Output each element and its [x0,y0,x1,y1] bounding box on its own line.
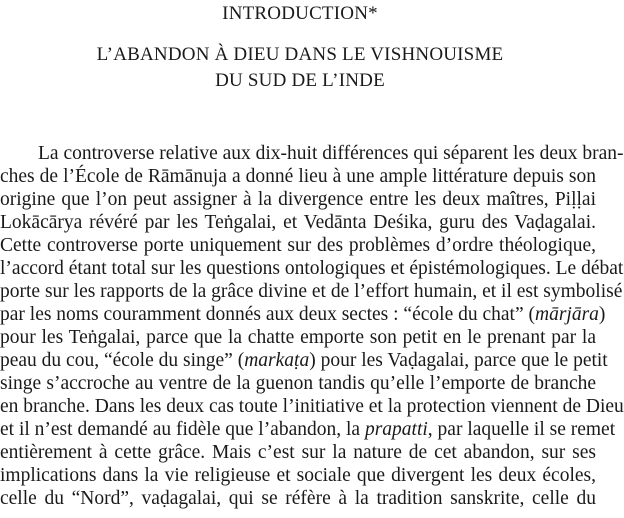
text-line: singe s’accroche au ventre de la guenon tandis qu’elle l’emporte de branche [0,373,596,394]
text-line: origine que l’on peut assigner à la divergence entre les deux maîtres, Piḷḷai [0,189,596,210]
chapter-title-line-1: L’ABANDON À DIEU DANS LE VISHNOUISME [96,44,504,65]
text-line: en branche. Dans les deux cas toute l’initiative et la protection viennent de Dieu [0,396,624,417]
text-line: par les noms couramment donnés aux deux sectes : “école du chat” (mārjāra) [0,304,606,325]
text-line: celle du “Nord”, vaḍagalai, qui se réfère à la tradition sanskrite, celle du [0,488,596,509]
text-line: entièrement à cette grâce. Mais c’est sur la nature de cet abandon, sur ses [0,442,596,463]
text-line: Cette controverse porte uniquement sur des problèmes d’ordre théologique, [0,235,596,256]
chapter-title-line-2: DU SUD DE L’INDE [215,70,385,91]
text-line: La controverse relative aux dix-huit différences qui séparent les deux bran- [38,143,624,164]
text-line: porte sur les rapports de la grâce divine et de l’effort humain, et il est symbolisé [0,281,623,302]
italic-term: prapatti [364,419,428,440]
text-line: et il n’est demandé au fidèle que l’abandon, la prapatti, par laquelle il se remet [0,419,616,440]
italic-term: mārjāra [534,304,599,325]
italic-term: markaṭa [244,350,310,371]
text-line: pour les Teṅgalai, parce que la chatte emporte son petit en le prenant par la [0,327,596,348]
text-line: peau du cou, “école du singe” (markaṭa) pour les Vaḍagalai, parce que le petit [0,350,608,371]
text-line: Lokācārya révéré par les Teṅgalai, et Vedānta Deśika, guru des Vaḍagalai. [0,212,596,233]
text-line: implications dans la vie religieuse et sociale que divergent les deux écoles, [0,465,596,486]
text-line: ches de l’École de Rāmānuja a donné lieu à une ample littérature depuis son [0,166,596,187]
section-heading: INTRODUCTION* [222,3,378,24]
text-line: l’accord étant total sur les questions ontologiques et épistémologiques. Le débat [0,258,624,279]
